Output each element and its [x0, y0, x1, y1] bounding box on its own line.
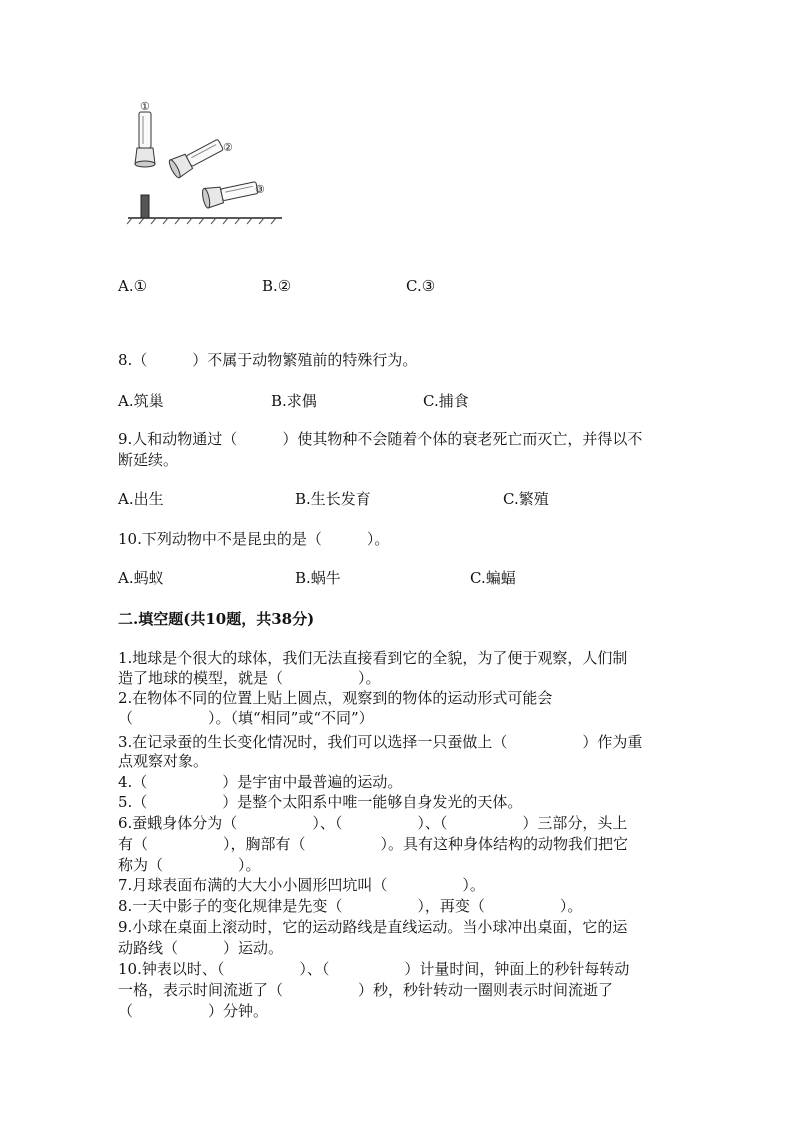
section2-title: 二.填空题(共10题，共38分) — [118, 610, 315, 628]
fill-line: 10.钟表以时、（ ）、（ ）计量时间，钟面上的秒针每转动 — [118, 960, 630, 978]
flashlight-2 — [167, 136, 225, 179]
flashlight-label-3: ③ — [255, 183, 265, 196]
fill-line: 7.月球表面布满的大大小小圆形凹坑叫（ ）。 — [118, 876, 485, 894]
q9-stem-line2: 断延续。 — [118, 451, 179, 469]
q9-option-c: C.繁殖 — [503, 490, 549, 508]
fill-line: 一格，表示时间流逝了（ ）秒，秒针转动一圈则表示时间流逝了 — [118, 981, 614, 999]
flashlight-1 — [135, 112, 155, 167]
flashlight-3 — [201, 178, 259, 209]
fill-line: 3.在记录蚕的生长变化情况时，我们可以选择一只蚕做上（ ）作为重 — [118, 733, 643, 751]
fill-line: 2.在物体不同的位置上贴上圆点，观察到的物体的运动形式可能会 — [118, 689, 553, 707]
fill-line: 5.（ ）是整个太阳系中唯一能够自身发光的天体。 — [118, 793, 523, 811]
stick-object — [141, 195, 149, 218]
q10-stem: 10.下列动物中不是昆虫的是（ ）。 — [118, 530, 390, 548]
fill-line: （ ）。（填“相同”或“不同”） — [118, 709, 374, 727]
q8-option-c: C.捕食 — [423, 392, 469, 410]
q10-option-a: A.蚂蚁 — [118, 569, 164, 587]
fill-line: 9.小球在桌面上滚动时，它的运动路线是直线运动。当小球冲出桌面，它的运 — [118, 918, 628, 936]
flashlight-figure — [112, 100, 292, 230]
flashlight-label-2: ② — [223, 141, 233, 154]
q7-option-c: C.③ — [406, 277, 436, 295]
q9-stem-line1: 9.人和动物通过（ ）使其物种不会随着个体的衰老死亡而灭亡，并得以不 — [118, 430, 643, 448]
q10-option-b: B.蜗牛 — [295, 569, 341, 587]
fill-line: 4.（ ）是宇宙中最普遍的运动。 — [118, 773, 403, 791]
fill-line: （ ）分钟。 — [118, 1002, 269, 1020]
q7-option-b: B.② — [262, 277, 292, 295]
fill-line: 称为（ ）。 — [118, 856, 261, 874]
q9-option-a: A.出生 — [118, 490, 164, 508]
fill-line: 6.蚕蛾身体分为（ ）、（ ）、（ ）三部分，头上 — [118, 814, 628, 832]
q8-stem: 8.（ ）不属于动物繁殖前的特殊行为。 — [118, 351, 418, 369]
q9-option-b: B.生长发育 — [295, 490, 371, 508]
fill-line: 8.一天中影子的变化规律是先变（ ），再变（ ）。 — [118, 897, 583, 915]
fill-line: 造了地球的模型，就是（ ）。 — [118, 669, 381, 687]
q7-option-a: A.① — [118, 277, 148, 295]
q10-option-c: C.蝙蝠 — [470, 569, 516, 587]
flashlight-label-1: ① — [140, 100, 150, 113]
q8-option-b: B.求偶 — [271, 392, 317, 410]
q8-option-a: A.筑巢 — [118, 392, 164, 410]
fill-line: 有（ ），胸部有（ ）。具有这种身体结构的动物我们把它 — [118, 835, 629, 853]
fill-line: 点观察对象。 — [118, 752, 209, 770]
fill-line: 1.地球是个很大的球体，我们无法直接看到它的全貌，为了便于观察，人们制 — [118, 649, 628, 667]
fill-line: 动路线（ ）运动。 — [118, 939, 284, 957]
